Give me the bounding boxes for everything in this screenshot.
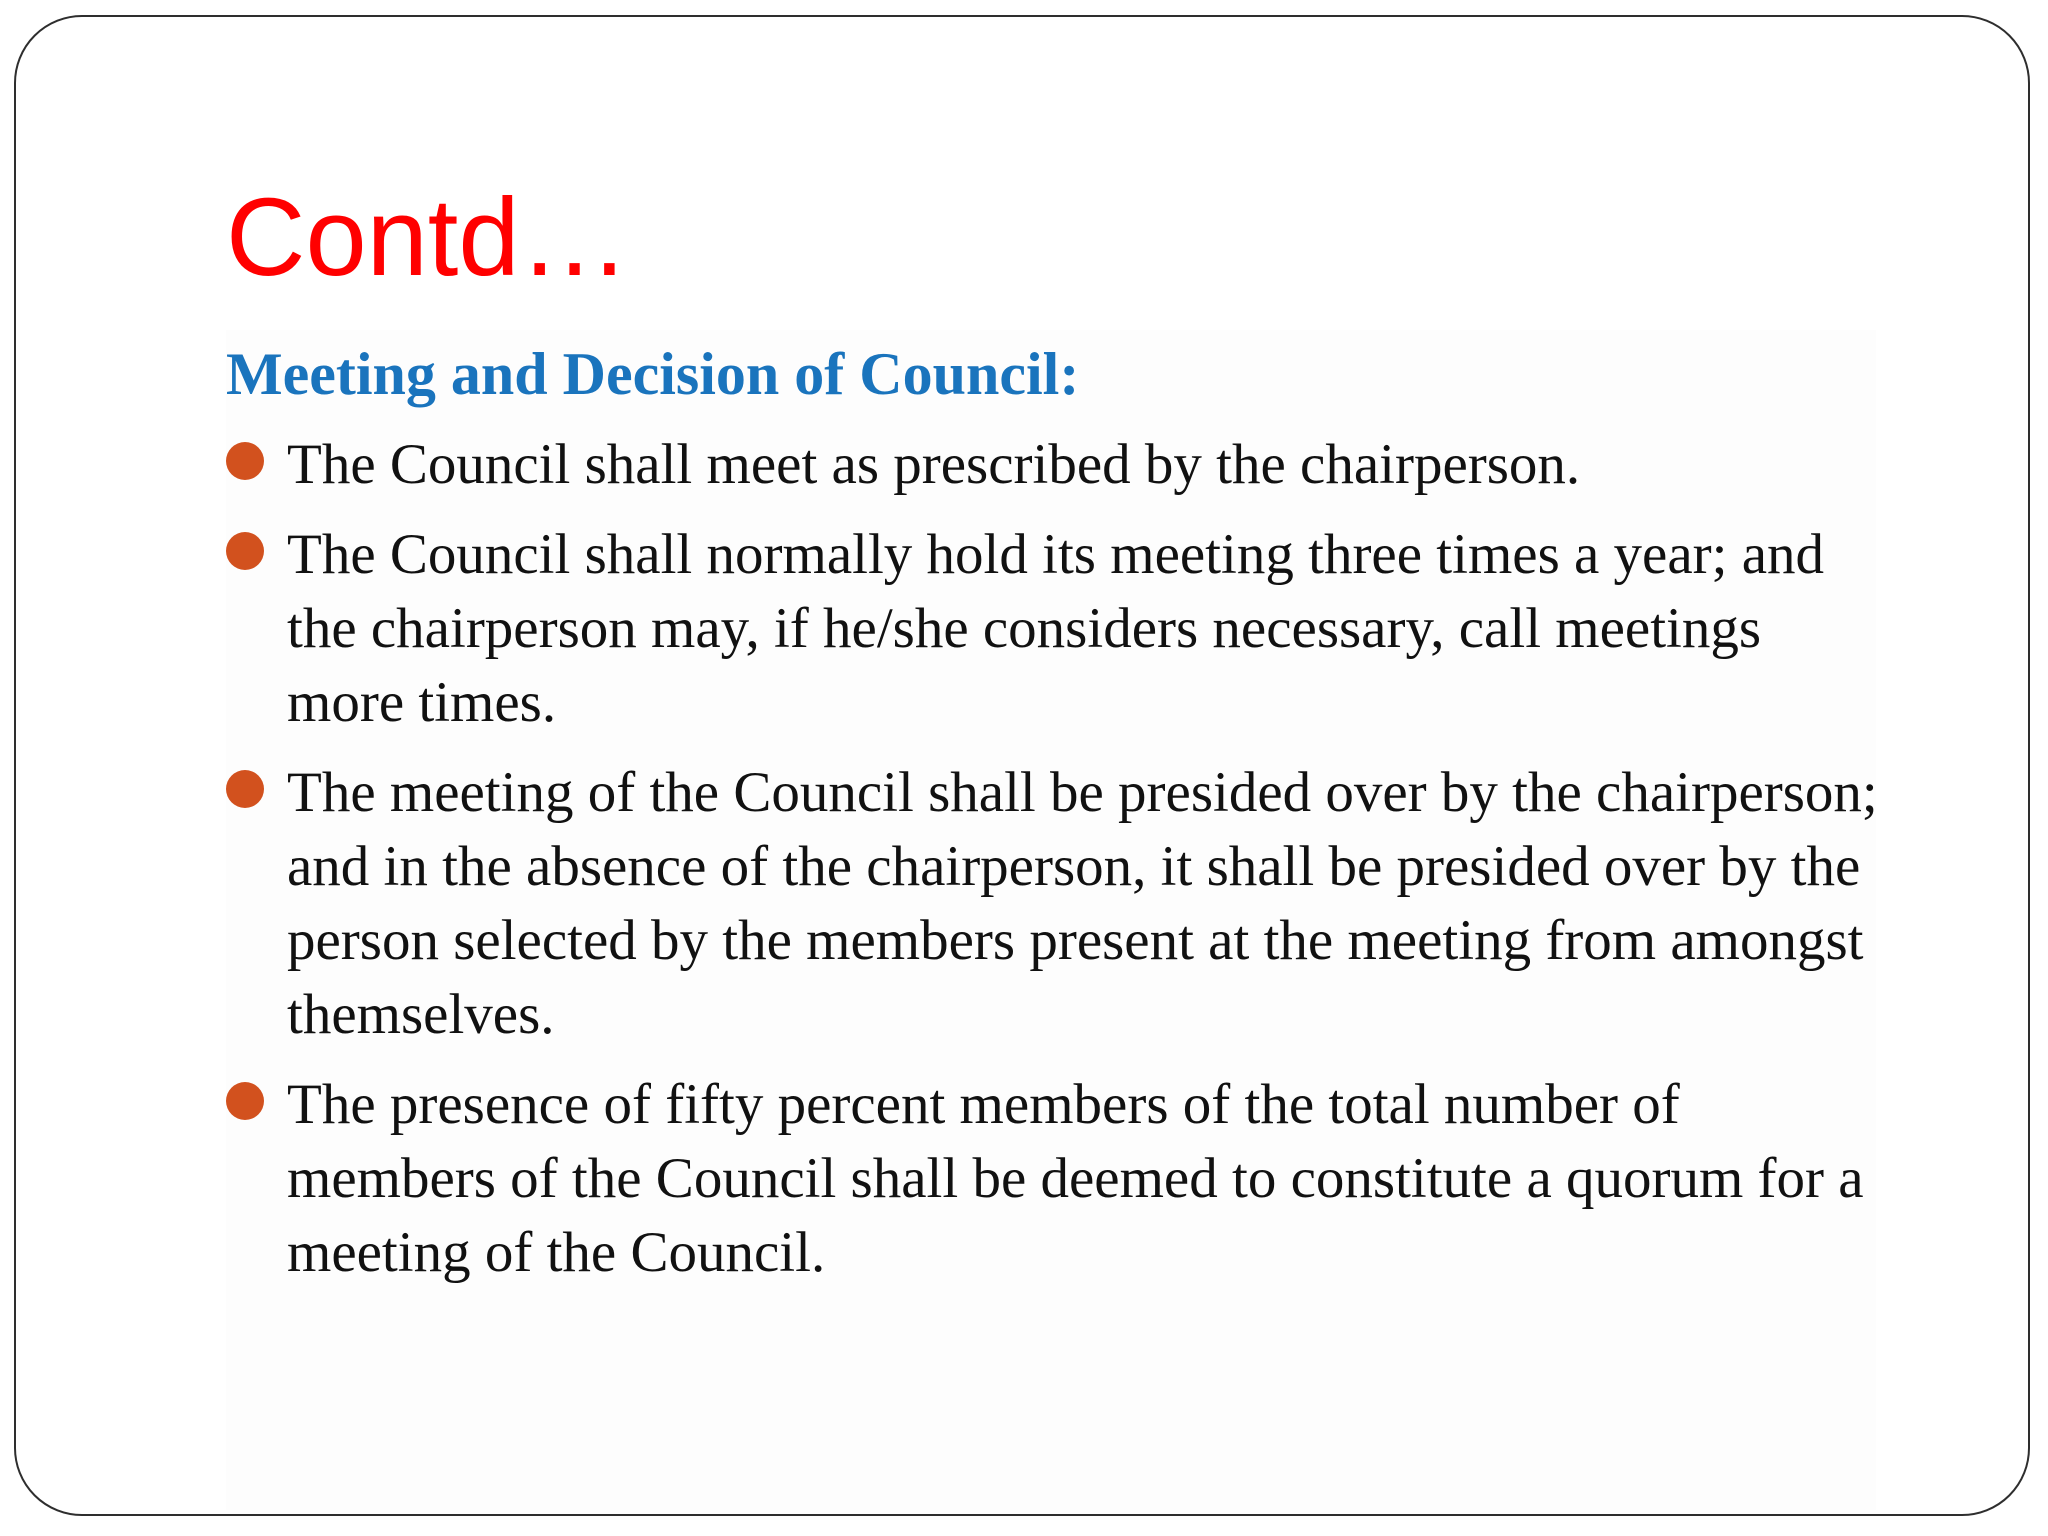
bullet-item	[226, 1068, 1886, 1290]
bullet-list	[226, 428, 1886, 1306]
bullet-item	[226, 518, 1886, 740]
slide-title: Contd…	[226, 176, 630, 299]
bullet-dot-icon	[226, 1082, 264, 1120]
bullet-text: The meeting of the Council shall be presided over by the chairperson; and in the absence of the chairperson, it shall be presided over by the person selected by the members present at the meeting from amongst themselves.	[287, 761, 1878, 1046]
bullet-text: The presence of fifty percent members of the total number of members of the Council shall be deemed to constitute a quorum for a meeting of the Council.	[287, 1073, 1864, 1284]
bullet-dot-icon	[226, 532, 264, 570]
section-subtitle: Meeting and Decision of Council:	[226, 341, 1080, 407]
bullet-dot-icon	[226, 442, 264, 480]
bullet-item	[226, 756, 1886, 1052]
bullet-item	[226, 428, 1886, 502]
bullet-dot-icon	[226, 770, 264, 808]
bullet-text: The Council shall normally hold its meeting three times a year; and the chairperson may, if he/she considers necessary, call meetings more times.	[287, 523, 1825, 734]
bullet-text: The Council shall meet as prescribed by the chairperson.	[287, 433, 1581, 496]
